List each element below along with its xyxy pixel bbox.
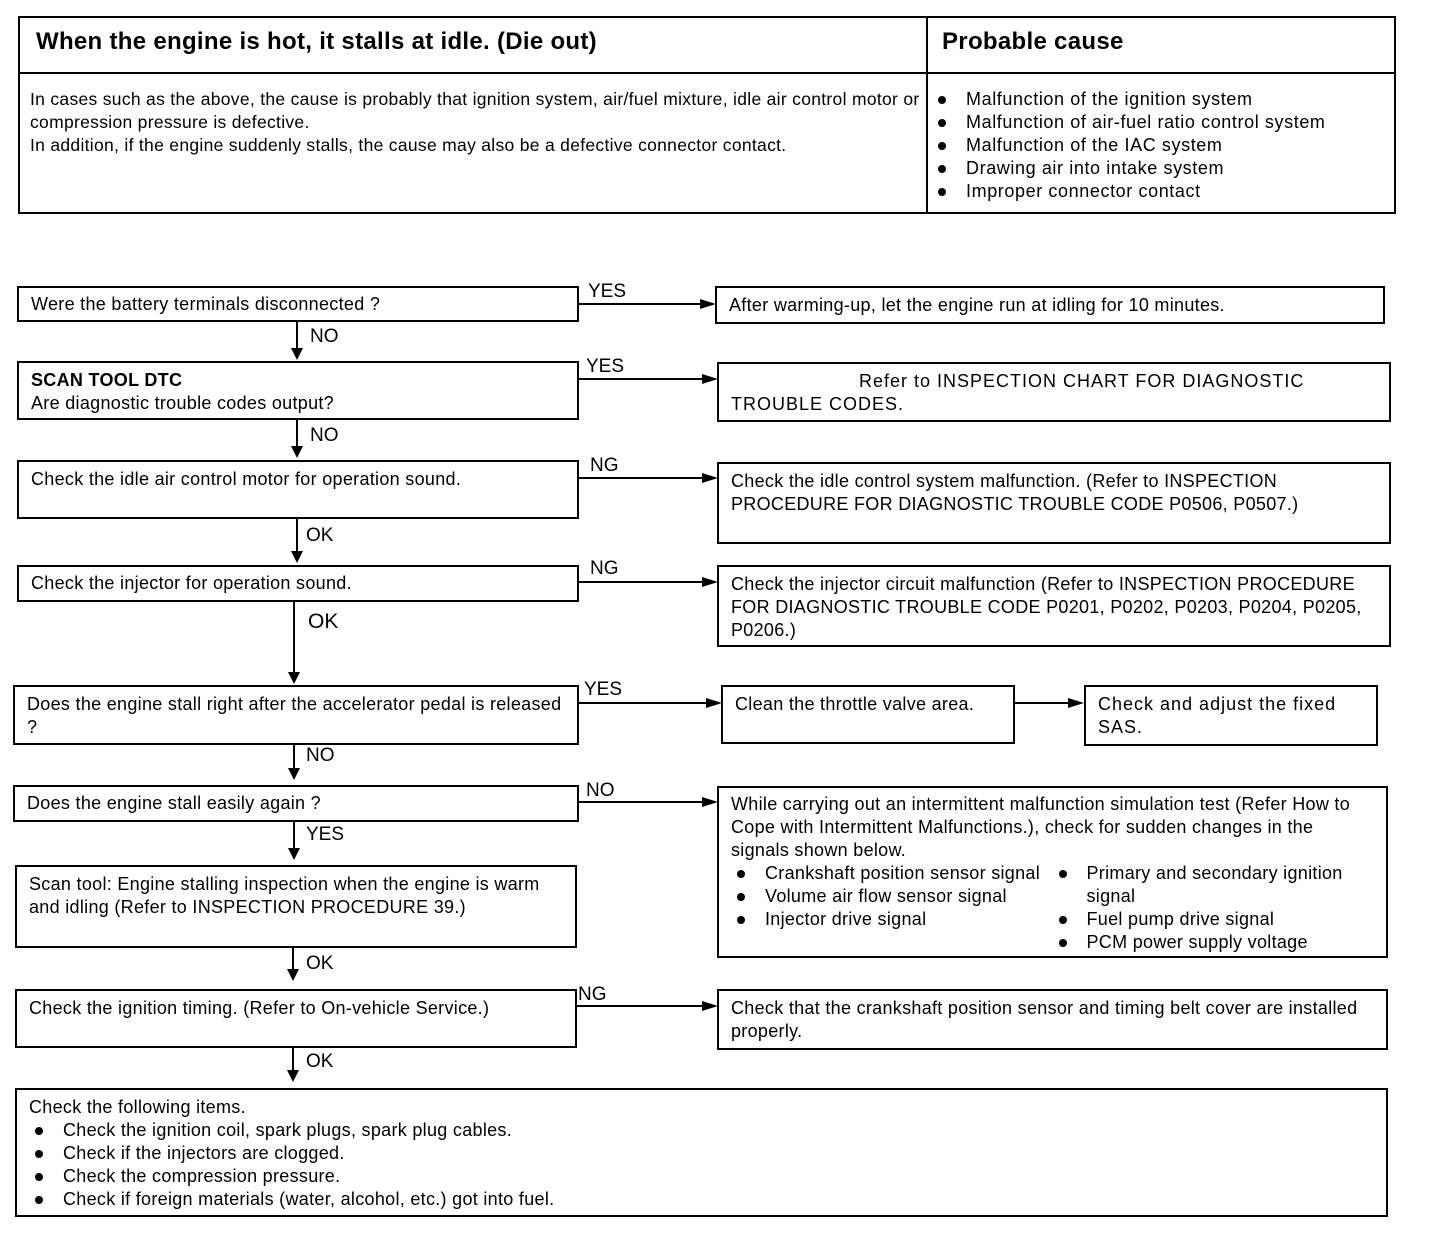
yes-label: YES	[306, 824, 345, 845]
signal-list-right	[1053, 862, 1375, 954]
no-label: NO	[310, 425, 339, 446]
arrow-head	[702, 797, 718, 807]
arrow-line	[293, 745, 295, 770]
arrow-head	[288, 672, 300, 684]
q5-box: Does the engine stall right after the accelerator pedal is released ?	[13, 685, 579, 745]
arrow-line	[579, 378, 703, 380]
signal-lists	[731, 862, 1374, 954]
final-list	[29, 1119, 1374, 1211]
q1-box: Were the battery terminals disconnected ?	[17, 286, 579, 322]
yes-label: YES	[584, 679, 623, 700]
arrow-line	[579, 303, 701, 305]
arrow-line	[292, 948, 294, 971]
q1-yes-action: After warming-up, let the engine run at idling for 10 minutes.	[715, 286, 1385, 324]
description-line: In cases such as the above, the cause is probably that ignition system, air/fuel mixture, idle air control motor or compression pressure is defective.	[30, 89, 920, 132]
arrow-line	[579, 702, 707, 704]
signal-item: Primary and secondary ignition signal	[1053, 862, 1375, 908]
arrow-line	[293, 602, 295, 674]
final-item: Check the compression pressure.	[29, 1165, 1374, 1188]
divider	[20, 72, 1394, 74]
symptom-table	[18, 16, 1396, 214]
cause-list	[932, 88, 1326, 203]
symptom-title: When the engine is hot, it stalls at idle. (Die out)	[36, 28, 597, 55]
q3-ng-action: Check the idle control system malfunction. (Refer to INSPECTION PROCEDURE FOR DIAGNOSTIC TROUBLE CODE P0506, P0507.)	[717, 462, 1391, 544]
q2-title: SCAN TOOL DTC	[31, 370, 183, 390]
final-item: Check if the injectors are clogged.	[29, 1142, 1374, 1165]
q4-ng-action: Check the injector circuit malfunction (Refer to INSPECTION PROCEDURE FOR DIAGNOSTIC TROUBLE CODE P0201, P0202, P0203, P0204, P0205, P0206.)	[717, 565, 1391, 647]
final-item: Check if foreign materials (water, alcohol, etc.) got into fuel.	[29, 1188, 1374, 1211]
signal-item: Volume air flow sensor signal	[731, 885, 1053, 908]
q7-box: Scan tool: Engine stalling inspection when the engine is warm and idling (Refer to INSPECTION PROCEDURE 39.)	[15, 865, 577, 948]
q2-yes-action: Refer to INSPECTION CHART FOR DIAGNOSTIC TROUBLE CODES.	[717, 362, 1391, 422]
ok-label: OK	[308, 610, 339, 633]
signal-item: Crankshaft position sensor signal	[731, 862, 1053, 885]
arrow-head	[706, 698, 722, 708]
ok-label: OK	[306, 1051, 334, 1072]
final-checks-box	[15, 1088, 1388, 1217]
arrow-head	[291, 446, 303, 458]
arrow-line	[579, 477, 703, 479]
arrow-head	[1068, 698, 1084, 708]
arrow-line	[296, 322, 298, 350]
arrow-line	[296, 519, 298, 553]
ok-label: OK	[306, 953, 334, 974]
q5-yes-action-2: Check and adjust the fixed SAS.	[1084, 685, 1378, 746]
yes-label: YES	[586, 356, 625, 377]
q6-no-action-text: While carrying out an intermittent malfunction simulation test (Refer How to Cope with Intermittent Malfunctions.), check for sudden changes in the signals shown below.	[731, 794, 1351, 860]
cause-item: Improper connector contact	[932, 180, 1326, 203]
arrow-line	[1015, 702, 1069, 704]
cause-item: Malfunction of air-fuel ratio control system	[932, 111, 1326, 134]
q2-box	[17, 361, 579, 420]
q5-yes-action-1: Clean the throttle valve area.	[721, 685, 1015, 744]
q8-ng-action: Check that the crankshaft position sensor and timing belt cover are installed properly.	[717, 989, 1388, 1050]
final-title: Check the following items.	[29, 1097, 246, 1117]
arrow-line	[579, 581, 703, 583]
ng-label: NG	[590, 455, 619, 476]
arrow-head	[287, 969, 299, 981]
signal-item: Fuel pump drive signal	[1053, 908, 1375, 931]
q8-box: Check the ignition timing. (Refer to On-vehicle Service.)	[15, 989, 577, 1048]
arrow-line	[292, 1048, 294, 1072]
q4-box: Check the injector for operation sound.	[17, 565, 579, 602]
signal-item: Injector drive signal	[731, 908, 1053, 931]
q2-text: Are diagnostic trouble codes output?	[31, 393, 334, 413]
symptom-description	[30, 88, 926, 157]
arrow-head	[702, 1001, 718, 1011]
arrow-line	[296, 420, 298, 448]
arrow-head	[288, 768, 300, 780]
ok-label: OK	[306, 525, 334, 546]
arrow-line	[293, 822, 295, 850]
ng-label: NG	[590, 558, 619, 579]
cause-item: Drawing air into intake system	[932, 157, 1326, 180]
cause-item: Malfunction of the IAC system	[932, 134, 1326, 157]
arrow-head	[288, 848, 300, 860]
cause-item: Malfunction of the ignition system	[932, 88, 1326, 111]
final-item: Check the ignition coil, spark plugs, spark plug cables.	[29, 1119, 1374, 1142]
arrow-head	[291, 348, 303, 360]
no-label: NO	[586, 780, 615, 801]
arrow-head	[700, 299, 716, 309]
arrow-head	[702, 473, 718, 483]
signal-item: PCM power supply voltage	[1053, 931, 1375, 954]
description-line: In addition, if the engine suddenly stalls, the cause may also be a defective connector contact.	[30, 135, 787, 155]
signal-list-left	[731, 862, 1053, 954]
no-label: NO	[306, 745, 335, 766]
q6-box: Does the engine stall easily again ?	[13, 785, 579, 822]
no-label: NO	[310, 326, 339, 347]
arrow-head	[287, 1070, 299, 1082]
arrow-head	[702, 374, 718, 384]
ng-label: NG	[578, 984, 607, 1005]
divider	[926, 18, 928, 212]
yes-label: YES	[588, 281, 627, 302]
cause-title: Probable cause	[942, 28, 1124, 55]
q6-no-action	[717, 786, 1388, 958]
q3-box: Check the idle air control motor for operation sound.	[17, 460, 579, 519]
arrow-head	[702, 577, 718, 587]
arrow-head	[291, 551, 303, 563]
